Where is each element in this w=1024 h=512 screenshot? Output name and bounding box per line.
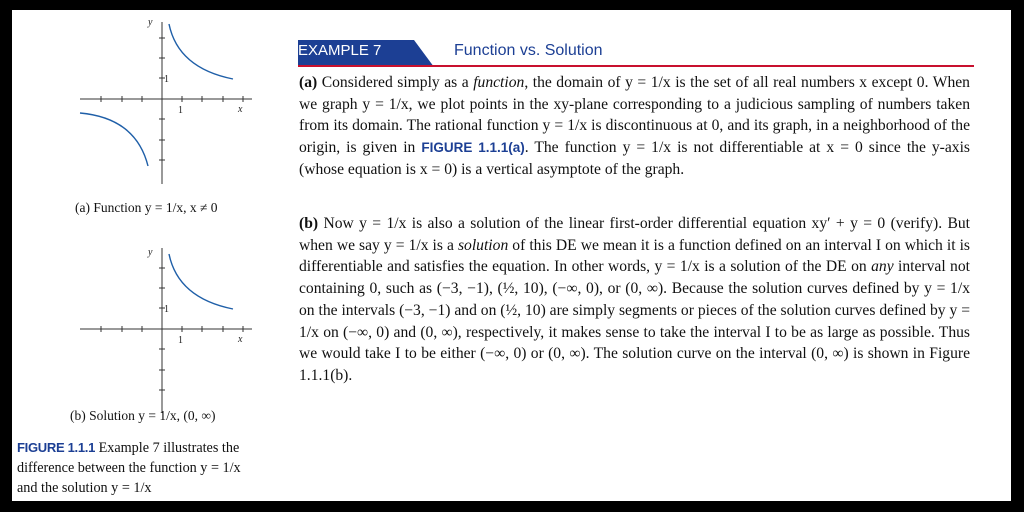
- graph-a-caption: (a) Function y = 1/x, x ≠ 0: [75, 200, 218, 215]
- x-axis-label-b: x: [238, 334, 243, 345]
- figure-caption: [17, 438, 257, 498]
- paragraph-b: [299, 213, 970, 387]
- paragraph-b-emphasis-2: any: [871, 258, 894, 276]
- paragraph-b-text-2: of this DE we mean it is a function defined on an interval I on which it is differentiable and satisfies the equation. In other words, y = 1/x is a solution of the DE on: [299, 236, 970, 276]
- paragraph-a-text-2: , the domain of y = 1/x is the set of all real numbers x except 0. When we graph y = 1/x, we plot points in the xy-plane corresponding to a judicious sampling of numbers taken from its domain. The rational function y = 1/x is discontinuous at 0, and its graph, in a neighborhood of the origin, is given in: [299, 74, 970, 157]
- curve-b-right-branch: [169, 254, 233, 309]
- paragraph-b-text-3: interval not containing 0, such as (−3, −1), (½, 10), (−∞, 0), or (0, ∞). Because the solution curves defined by y = 1/x on the intervals (−3, −1) and on (½, 10) are simply segments or pieces of the solution curves defined by y = 1/x on (−∞, 0) and (0, ∞), respectively, it makes sense to take the interval I to be as large as possible. Thus we would take I to be either (−∞, 0) or (0, ∞). The solution curve on the interval (0, ∞) is shown in Figure 1.1.1(b).: [299, 258, 970, 384]
- paragraph-a: [299, 72, 970, 181]
- paragraph-a-lead: (a): [299, 74, 318, 91]
- figure-reference-link[interactable]: FIGURE 1.1.1(a): [421, 140, 525, 156]
- y-tick-label-b: 1: [164, 304, 169, 315]
- example-title: Function vs. Solution: [454, 42, 603, 59]
- paragraph-a-emphasis: function: [473, 74, 525, 91]
- graph-b-solution: [52, 238, 282, 418]
- paragraph-b-emphasis-1: solution: [457, 236, 509, 254]
- curve-a-right-branch: [169, 24, 233, 79]
- y-tick-label-a: 1: [164, 74, 169, 85]
- y-axis-label-b: y: [148, 247, 153, 258]
- figure-label: FIGURE 1.1.1: [17, 440, 96, 455]
- paragraph-b-text-1: Now y = 1/x is also a solution of the linear first-order differential equation xy′ + y = 0 (verify). But when we say y = 1/x is a: [299, 215, 970, 254]
- example-header: [298, 36, 974, 66]
- paragraph-a-text-3: . The function y = 1/x is not differentiable at x = 0 since the y-axis (whose equation is x = 0) is a vertical asymptote of the graph.: [299, 139, 970, 178]
- graph-a-function: [52, 12, 282, 192]
- example-header-rule: [298, 65, 974, 67]
- x-tick-label-b: 1: [178, 335, 183, 346]
- x-axis-label-a: x: [238, 104, 243, 115]
- curve-a-left-branch: [80, 113, 148, 166]
- paragraph-a-text-1: Considered simply as a: [321, 74, 474, 91]
- graph-b-caption: (b) Solution y = 1/x, (0, ∞): [70, 408, 216, 423]
- paragraph-b-lead: (b): [299, 215, 319, 232]
- example-label: EXAMPLE 7: [298, 42, 382, 59]
- y-axis-label-a: y: [148, 17, 153, 28]
- textbook-page: [12, 10, 1011, 501]
- x-tick-label-a: 1: [178, 105, 183, 116]
- figure-caption-text: Example 7 illustrates the difference between the function y = 1/x and the solution y = 1/x: [17, 440, 241, 496]
